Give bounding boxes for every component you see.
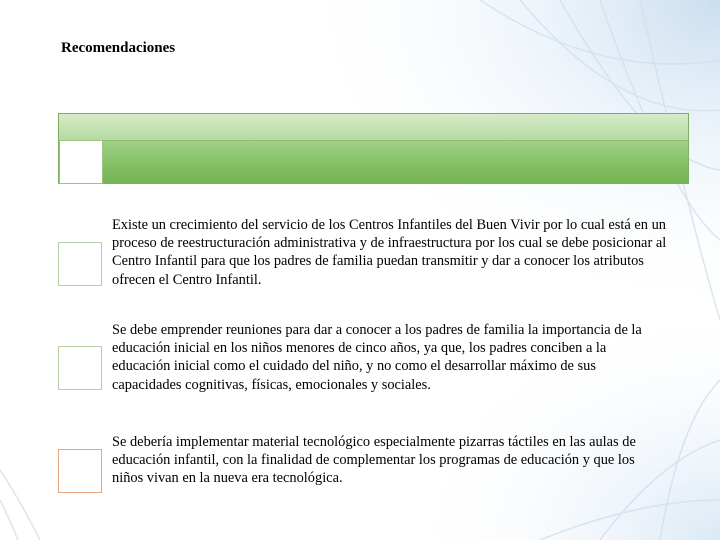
bullet-box-3 <box>58 449 102 493</box>
recommendation-text-1: Existe un crecimiento del servicio de los Centros Infantiles del Buen Vivir por lo cual está en un proceso de reestructuración administrativa y de infraestructura por los cual se debe posicionar al Centro Infantil para que los padres de familia puedan transmitir y dar a conocer los atributos ofrecen el Centro Infantil. <box>112 217 667 288</box>
banner-top-band <box>59 114 688 141</box>
slide-title: Recomendaciones <box>61 40 176 56</box>
bullet-box-1 <box>58 242 102 286</box>
recommendation-text-3: Se debería implementar material tecnológico especialmente pizarras táctiles en las aulas de educación infantil, con la finalidad de complementar los programas de educación y que los niños vivan en la nueva era tecnológica. <box>112 434 636 487</box>
banner-bullet-box <box>59 140 103 184</box>
recommendation-text-2: Se debe emprender reuniones para dar a conocer a los padres de familia la importancia de la educación inicial en los niños menores de cinco años, ya que, los padres conciben a la educación inicial como el cuidado del niño, y no como el desarrollar máximo de sus capacidades cognitivas, físicas, emocionales y sociales. <box>112 322 642 393</box>
bullet-box-2 <box>58 346 102 390</box>
green-banner <box>58 113 689 184</box>
